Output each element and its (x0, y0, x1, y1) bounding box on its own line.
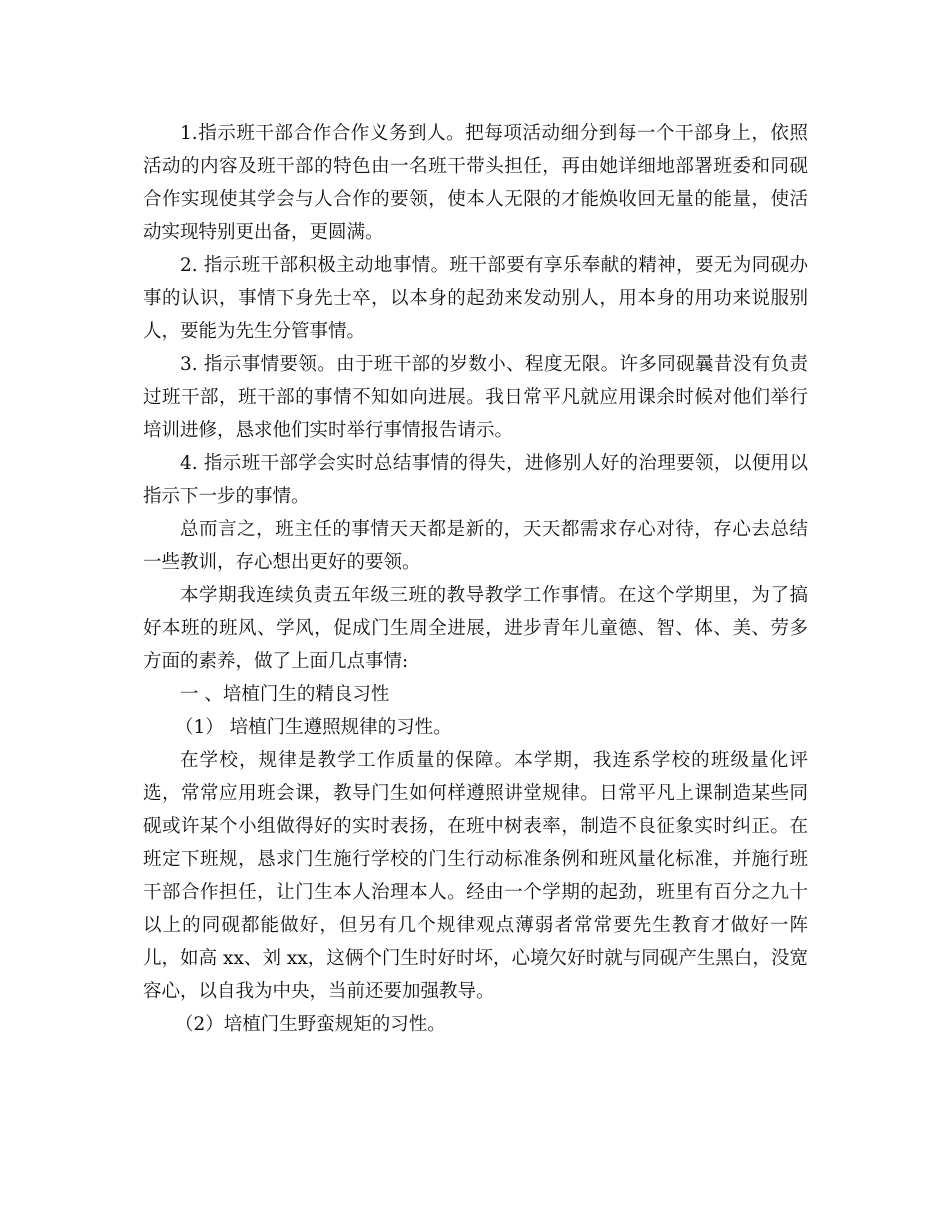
subheading-1: （1） 培植门生遵照规律的习性。 (175, 717, 452, 738)
paragraph-1: 1.指示班干部合作合作义务到人。把每项活动细分到每一个干部身上，依照活动的内容及班干部的特色由一名班干带头担任，再由她详细地部署班委和同砚合作实现使其学会与人合作的要领，使本人无限的才能焕收回无量的能量，使活动实现特别更出备，更圆满。 (143, 123, 808, 243)
paragraph-2: 2. 指示班干部积极主动地事情。班干部要有享乐奉献的精神，要无为同砚办事的认识，事情下身先士卒，以本身的起劲来发动别人，用本身的用功来说服别人，要能为先生分管事情。 (143, 255, 808, 342)
paragraph-6: 本学期我连续负责五年级三班的教导教学工作事情。在这个学期里，为了搞好本班的班风、学风，促成门生周全进展，进步青年儿童德、智、体、美、劳多方面的素养，做了上面几点事情: (143, 585, 808, 672)
document-page (143, 117, 808, 1041)
paragraph-3: 3. 指示事情要领。由于班干部的岁数小、程度无限。许多同砚曩昔没有负责过班干部，班干部的事情不知如向进展。我日常平凡就应用课余时候对他们举行培训进修，恳求他们实时举行事情报告请示。 (143, 354, 808, 441)
paragraph-5: 总而言之，班主任的事情天天都是新的，天天都需求存心对待，存心去总结一些教训，存心想出更好的要领。 (143, 519, 808, 573)
section-heading: 一 、培植门生的精良习性 (180, 684, 390, 705)
paragraph-4: 4. 指示班干部学会实时总结事情的得失，进修别人好的治理要领，以便用以指示下一步的事情。 (143, 453, 808, 507)
paragraph-7: 在学校，规律是教学工作质量的保障。本学期，我连系学校的班级量化评选，常常应用班会课，教导门生如何样遵照讲堂规律。日常平凡上课制造某些同砚或许某个小组做得好的实时表扬，在班中树表率，制造不良征象实时纠正。在班定下班规，恳求门生施行学校的门生行动标准条例和班风量化标准，并施行班干部合作担任，让门生本人治理本人。经由一个学期的起劲，班里有百分之九十以上的同砚都能做好，但另有几个规律观点薄弱者常常要先生教育才做好一阵儿，如高 xx、刘 xx，这俩个门生时好时坏，心境欠好时就与同砚产生黑白，没宽容心，以自我为中央，当前还要加强教导。 (143, 750, 808, 1002)
subheading-2: （2）培植门生野蛮规矩的习性。 (175, 1014, 446, 1035)
